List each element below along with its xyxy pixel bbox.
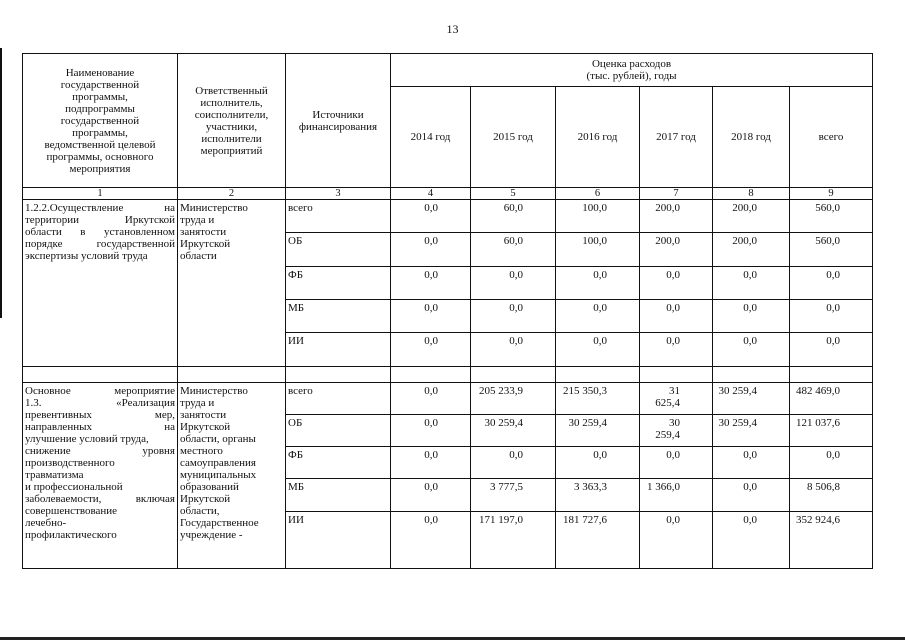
amount-cell: 0,0 <box>713 333 790 367</box>
amount-cell: 1 366,0 <box>640 479 713 512</box>
amount-cell: 3 363,3 <box>556 479 640 512</box>
amount-cell: 0,0 <box>713 479 790 512</box>
header-line: государственной <box>60 114 140 127</box>
amount-cell: 0,0 <box>713 447 790 479</box>
amount-cell: 0,0 <box>391 233 471 267</box>
funding-source: ОБ <box>286 415 391 447</box>
empty-cell <box>556 367 640 383</box>
header-sources-text <box>288 109 388 133</box>
amount-cell: 0,0 <box>640 333 713 367</box>
column-number: 5 <box>471 188 556 200</box>
measure-name-line: превентивных мер, <box>25 409 175 421</box>
executor-line: учреждение - <box>180 529 243 541</box>
amount-cell: 30 259,4 <box>640 415 713 447</box>
header-estimate-line2: (тыс. рублей), годы <box>586 70 677 82</box>
column-number: 8 <box>713 188 790 200</box>
measure-name-line: Основное мероприятие <box>25 385 175 397</box>
funding-source: ФБ <box>286 447 391 479</box>
amount-cell: 0,0 <box>391 267 471 300</box>
table-row <box>23 200 873 233</box>
executor-line: самоуправления <box>180 457 256 469</box>
column-number-row <box>23 188 873 200</box>
header-year-2014: 2014 год <box>391 87 471 188</box>
measure-name-line: улучшение условий труда, <box>25 433 149 445</box>
empty-cell <box>471 367 556 383</box>
amount-cell: 31 625,4 <box>640 383 713 415</box>
measure-name-line: территории Иркутской <box>25 214 175 226</box>
amount-cell: 30 259,4 <box>471 415 556 447</box>
amount-cell: 0,0 <box>790 447 873 479</box>
amount-cell: 0,0 <box>391 200 471 233</box>
amount-cell: 0,0 <box>713 512 790 569</box>
measure-name-line: области в установленном <box>25 226 175 238</box>
funding-source: ИИ <box>286 333 391 367</box>
funding-source: всего <box>286 200 391 233</box>
header-name <box>23 54 178 188</box>
header-year-2018: 2018 год <box>713 87 790 188</box>
amount-cell: 0,0 <box>713 267 790 300</box>
funding-source: МБ <box>286 300 391 333</box>
amount-cell: 215 350,3 <box>556 383 640 415</box>
amount-cell: 30 259,4 <box>713 415 790 447</box>
amount-cell: 3 777,5 <box>471 479 556 512</box>
executor-line: Министерство <box>180 385 248 397</box>
amount-cell: 0,0 <box>556 447 640 479</box>
amount-cell: 0,0 <box>556 267 640 300</box>
amount-cell: 181 727,6 <box>556 512 640 569</box>
executor-line: занятости <box>180 409 227 421</box>
empty-cell <box>391 367 471 383</box>
amount-cell: 30 259,4 <box>713 383 790 415</box>
header-estimate <box>391 54 873 87</box>
funding-source: всего <box>286 383 391 415</box>
amount-cell: 100,0 <box>556 233 640 267</box>
executor-line: Иркутской <box>180 238 231 250</box>
header-year-2015: 2015 год <box>471 87 556 188</box>
executor-line: области, <box>180 505 220 517</box>
header-line: Источники <box>312 108 364 121</box>
measure-name-cell <box>23 383 178 569</box>
amount-cell: 200,0 <box>640 233 713 267</box>
amount-cell: 0,0 <box>391 479 471 512</box>
header-line: мероприятия <box>69 162 131 175</box>
amount-cell: 0,0 <box>640 447 713 479</box>
executor-line: труда и <box>180 397 215 409</box>
amount-cell: 0,0 <box>790 333 873 367</box>
measure-name-line: 1.2.2.Осуществление на <box>25 202 175 214</box>
funding-source: ФБ <box>286 267 391 300</box>
executor-line: Государственное <box>180 517 259 529</box>
amount-cell: 0,0 <box>391 415 471 447</box>
header-line: программы, <box>72 126 128 139</box>
amount-cell: 560,0 <box>790 233 873 267</box>
header-line: мероприятий <box>200 144 263 157</box>
executor-line: Иркутской <box>180 421 231 433</box>
executor-line: местного <box>180 445 223 457</box>
header-estimate-line1: Оценка расходов <box>591 58 672 70</box>
measure-name-line: профилактического <box>25 529 117 541</box>
header-line: соисполнители, <box>194 108 269 121</box>
header-executor <box>178 54 286 188</box>
executor-line: труда и <box>180 214 215 226</box>
amount-cell: 0,0 <box>471 333 556 367</box>
amount-cell: 0,0 <box>790 267 873 300</box>
header-year-2017: 2017 год <box>640 87 713 188</box>
executor-cell <box>178 383 286 569</box>
amount-cell: 0,0 <box>391 333 471 367</box>
scan-border-left <box>0 48 2 318</box>
amount-cell: 0,0 <box>391 383 471 415</box>
executor-line: муниципальных <box>180 469 257 481</box>
amount-cell: 0,0 <box>790 300 873 333</box>
table-row <box>23 383 873 415</box>
column-number: 6 <box>556 188 640 200</box>
measure-name-line: снижение уровня <box>25 445 175 457</box>
amount-cell: 0,0 <box>391 300 471 333</box>
amount-cell: 30 259,4 <box>556 415 640 447</box>
amount-cell: 0,0 <box>471 267 556 300</box>
measure-name-line: совершенствование <box>25 505 118 517</box>
column-number: 7 <box>640 188 713 200</box>
measure-name-line: порядке государственной <box>25 238 175 250</box>
amount-cell: 60,0 <box>471 233 556 267</box>
amount-cell: 0,0 <box>640 512 713 569</box>
empty-cell <box>640 367 713 383</box>
measure-name-line: 1.3. «Реализация <box>25 397 175 409</box>
column-number: 2 <box>178 188 286 200</box>
header-line: программы, основного <box>46 150 154 163</box>
amount-cell: 352 924,6 <box>790 512 873 569</box>
measure-name-line: и профессиональной <box>25 481 123 493</box>
measure-name-cell <box>23 200 178 367</box>
measure-name-line: лечебно- <box>25 517 67 529</box>
amount-cell: 200,0 <box>713 200 790 233</box>
amount-cell: 200,0 <box>713 233 790 267</box>
executor-cell <box>178 200 286 367</box>
amount-cell: 100,0 <box>556 200 640 233</box>
measure-name-line: направленных на <box>25 421 175 433</box>
empty-cell <box>23 367 178 383</box>
empty-cell <box>790 367 873 383</box>
amount-cell: 171 197,0 <box>471 512 556 569</box>
column-number: 1 <box>23 188 178 200</box>
amount-cell: 205 233,9 <box>471 383 556 415</box>
measure-name-line: травматизма <box>25 469 84 481</box>
executor-line: образований <box>180 481 239 493</box>
column-number: 9 <box>790 188 873 200</box>
header-line: финансирования <box>298 120 378 133</box>
measure-name-line: экспертизы условий труда <box>25 250 148 262</box>
amount-cell: 200,0 <box>640 200 713 233</box>
block-separator-row <box>23 367 873 383</box>
empty-cell <box>713 367 790 383</box>
header-line: участники, <box>205 120 258 133</box>
amount-cell: 0,0 <box>713 300 790 333</box>
header-line: государственной <box>60 78 140 91</box>
amount-cell: 0,0 <box>640 267 713 300</box>
amount-cell: 560,0 <box>790 200 873 233</box>
measure-name-line: производственного <box>25 457 115 469</box>
column-number: 3 <box>286 188 391 200</box>
header-name-text <box>25 67 175 175</box>
amount-cell: 60,0 <box>471 200 556 233</box>
amount-cell: 0,0 <box>640 300 713 333</box>
amount-cell: 0,0 <box>391 447 471 479</box>
header-sources <box>286 54 391 188</box>
header-line: исполнитель, <box>200 96 263 109</box>
header-executor-text <box>180 85 283 157</box>
measure-name-line: заболеваемости, включая <box>25 493 175 505</box>
funding-source: МБ <box>286 479 391 512</box>
amount-cell: 0,0 <box>391 512 471 569</box>
empty-cell <box>178 367 286 383</box>
budget-table <box>22 53 873 569</box>
header-line: Ответственный <box>195 84 268 97</box>
amount-cell: 0,0 <box>556 300 640 333</box>
executor-line: занятости <box>180 226 227 238</box>
header-year-2016: 2016 год <box>556 87 640 188</box>
amount-cell: 0,0 <box>471 447 556 479</box>
amount-cell: 0,0 <box>471 300 556 333</box>
amount-cell: 8 506,8 <box>790 479 873 512</box>
header-total: всего <box>790 87 873 188</box>
executor-line: области, органы <box>180 433 256 445</box>
header-line: ведомственной целевой <box>44 138 156 151</box>
column-number: 4 <box>391 188 471 200</box>
header-line: Наименование <box>65 66 135 79</box>
executor-line: Министерство <box>180 202 248 214</box>
executor-line: Иркутской <box>180 493 231 505</box>
funding-source: ИИ <box>286 512 391 569</box>
executor-line: области <box>180 250 217 262</box>
amount-cell: 482 469,0 <box>790 383 873 415</box>
empty-cell <box>286 367 391 383</box>
header-line: исполнители <box>201 132 262 145</box>
header-line: программы, <box>72 90 128 103</box>
funding-source: ОБ <box>286 233 391 267</box>
amount-cell: 121 037,6 <box>790 415 873 447</box>
page-number: 13 <box>446 22 459 36</box>
amount-cell: 0,0 <box>556 333 640 367</box>
header-line: подпрограммы <box>65 102 135 115</box>
